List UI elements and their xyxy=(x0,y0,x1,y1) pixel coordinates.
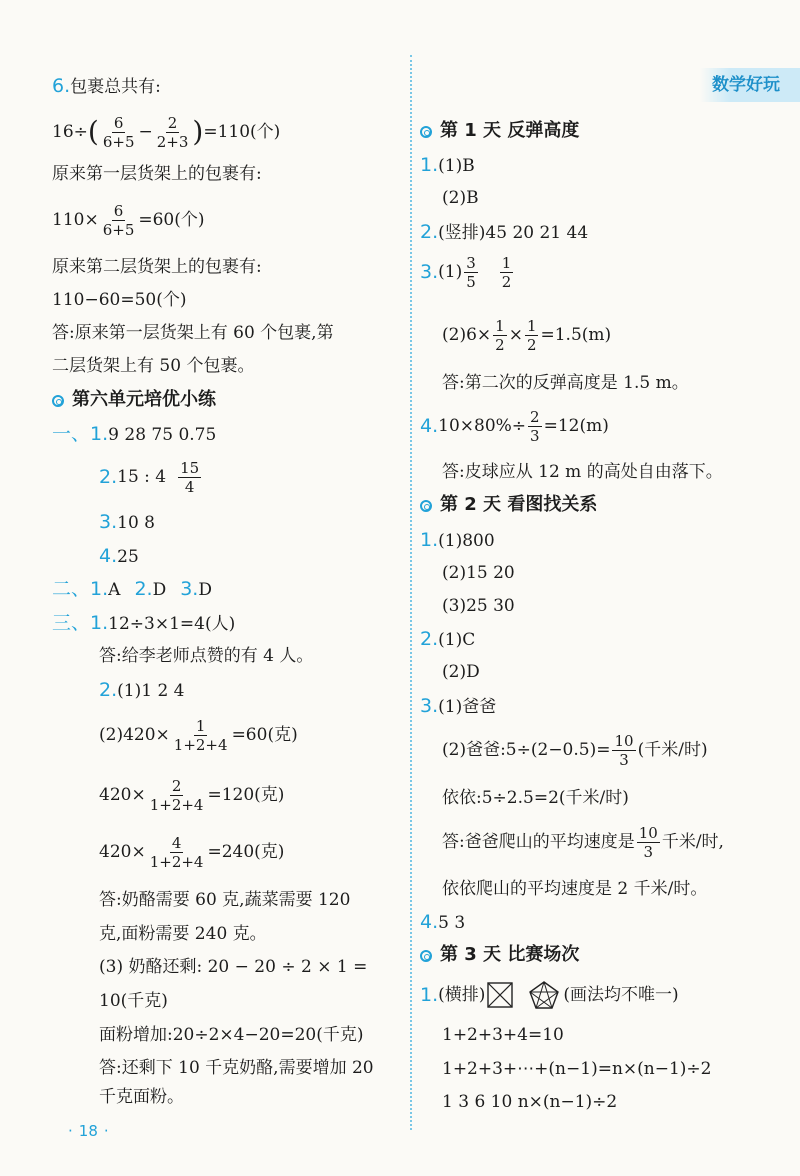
s3-item-3-line-4: 答:还剩下 10 千克奶酪,需要增加 20 xyxy=(99,1058,374,1078)
d1-item-4: 4. 10×80%÷ $\frac{2}{3}$ =12(m) xyxy=(420,407,609,445)
s3-item-1: 三、1.12÷3×1=4(人) xyxy=(52,612,236,634)
d2-item-1a: 1.(1)800 xyxy=(420,529,495,551)
fraction: $\frac{4}{1+2+4}$ xyxy=(149,833,204,871)
q6-equation-1: 16÷ ( $\frac{6}{6+5}$ − $\frac{2}{2+3}$ ) =110(个) xyxy=(52,113,281,151)
s1-item-1: 一、1.9 28 75 0.75 xyxy=(52,423,217,445)
fraction: $\frac{10}{3}$ xyxy=(638,823,658,861)
d2-item-3a: 3.(1)爸爸 xyxy=(420,695,497,717)
fraction: $\frac{2}{1+2+4}$ xyxy=(149,776,204,814)
day2-title: 第 2 天 看图找关系 xyxy=(420,494,597,516)
fraction: $\frac{6}{6+5}$ xyxy=(102,201,135,239)
d2-item-3c: 依依:5÷2.5=2(千米/时) xyxy=(442,788,629,808)
s3-item-3-line-1: (3) 奶酪还剩: 20 − 20 ÷ 2 × 1 = xyxy=(99,957,368,977)
d2-item-4: 4.5 3 xyxy=(420,911,466,933)
column-divider xyxy=(410,55,412,1130)
d1-item-1b: (2)B xyxy=(442,188,479,208)
fraction: $\frac{1}{2}$ xyxy=(526,316,537,354)
square-with-diagonals-icon xyxy=(487,982,515,1008)
s3-item-2-answer-2: 克,面粉需要 240 克。 xyxy=(99,924,267,944)
section-title: 第六单元培优小练 xyxy=(52,389,216,411)
d3-item-1c: 1+2+3+⋯+(n−1)=n×(n−1)÷2 xyxy=(442,1059,712,1079)
q6-equation-3: 110−60=50(个) xyxy=(52,290,187,310)
s3-item-3-line-2: 10(千克) xyxy=(99,991,168,1011)
d1-item-4-answer: 答:皮球应从 12 m 的高处自由落下。 xyxy=(442,462,723,482)
d3-item-1a: 1. (横排) (画法均不唯一) xyxy=(420,978,679,1012)
section-marker-icon xyxy=(52,395,64,407)
d3-item-1d: 1 3 6 10 n×(n−1)÷2 xyxy=(442,1092,618,1112)
q6-answer-1: 答:原来第一层货架上有 60 个包裹,第 xyxy=(52,323,334,343)
q6-equation-2: 110× $\frac{6}{6+5}$ =60(个) xyxy=(52,201,205,239)
section-marker-icon xyxy=(420,950,432,962)
d1-item-3a: 3. (1) $\frac{3}{5}$ $\frac{1}{2}$ xyxy=(420,253,512,291)
fraction: $\frac{10}{3}$ xyxy=(614,731,634,769)
fraction: $\frac{6}{6+5}$ xyxy=(102,113,135,151)
q6-answer-2: 二层货架上有 50 个包裹。 xyxy=(52,356,255,376)
q6-title-line: 6.包裹总共有: xyxy=(52,75,161,97)
s3-item-1-answer: 答:给李老师点赞的有 4 人。 xyxy=(99,646,314,666)
fraction: $\frac{3}{5}$ xyxy=(466,253,476,291)
section-marker-icon xyxy=(420,500,432,512)
s3-item-2c: 420× $\frac{2}{1+2+4}$ =120(克) xyxy=(99,776,285,814)
s1-item-2: 2. 15 : 4 $\frac{15}{4}$ xyxy=(99,458,200,496)
page-number: · 18 · xyxy=(62,1122,115,1140)
q6-line-3: 原来第二层货架上的包裹有: xyxy=(52,257,262,277)
d1-item-1a: 1.(1)B xyxy=(420,154,475,176)
s2-items: 二、1.A 2.D 3.D xyxy=(52,578,212,600)
s1-item-4: 4.25 xyxy=(99,545,139,567)
fraction: $\frac{2}{2+3}$ xyxy=(156,113,189,151)
d2-item-3-answer-1: 答:爸爸爬山的平均速度是 $\frac{10}{3}$ 千米/时, xyxy=(442,823,724,861)
fraction: $\frac{1}{2}$ xyxy=(501,253,512,291)
s1-item-3: 3.10 8 xyxy=(99,511,155,533)
d2-item-3-answer-2: 依依爬山的平均速度是 2 千米/时。 xyxy=(442,879,708,899)
day1-title: 第 1 天 反弹高度 xyxy=(420,120,579,142)
s3-item-2-answer-1: 答:奶酪需要 60 克,蔬菜需要 120 xyxy=(99,890,351,910)
section-marker-icon xyxy=(420,126,432,138)
d1-item-3-answer: 答:第二次的反弹高度是 1.5 m。 xyxy=(442,373,689,393)
d2-item-1b: (2)15 20 xyxy=(442,563,515,583)
d3-item-1b: 1+2+3+4=10 xyxy=(442,1025,564,1045)
d2-item-3b: (2)爸爸:5÷(2−0.5)= $\frac{10}{3}$ (千米/时) xyxy=(442,731,708,769)
s3-item-2b: (2)420× $\frac{1}{1+2+4}$ =60(克) xyxy=(99,716,298,754)
fraction: $\frac{1}{2}$ xyxy=(495,316,505,354)
fraction: $\frac{15}{4}$ xyxy=(180,458,200,496)
fraction: $\frac{1}{1+2+4}$ xyxy=(173,716,228,754)
d1-item-3b: (2)6× $\frac{1}{2}$ × $\frac{1}{2}$ =1.5(m) xyxy=(442,316,612,354)
s3-item-2a: 2.(1)1 2 4 xyxy=(99,679,185,701)
d2-item-2b: (2)D xyxy=(442,662,480,682)
d2-item-2a: 2.(1)C xyxy=(420,628,476,650)
s3-item-2d: 420× $\frac{4}{1+2+4}$ =240(克) xyxy=(99,833,285,871)
day3-title: 第 3 天 比赛场次 xyxy=(420,944,579,966)
s3-item-3-line-5: 千克面粉。 xyxy=(99,1087,184,1104)
fraction: $\frac{2}{3}$ xyxy=(530,407,540,445)
section-badge: 数学好玩 xyxy=(700,68,800,102)
d2-item-1c: (3)25 30 xyxy=(442,596,515,616)
q6-line-2: 原来第一层货架上的包裹有: xyxy=(52,164,262,184)
d1-item-2: 2.(竖排)45 20 21 44 xyxy=(420,221,589,243)
pentagon-with-diagonals-icon xyxy=(529,981,559,1009)
s3-item-3-line-3: 面粉增加:20÷2×4−20=20(千克) xyxy=(99,1025,364,1045)
